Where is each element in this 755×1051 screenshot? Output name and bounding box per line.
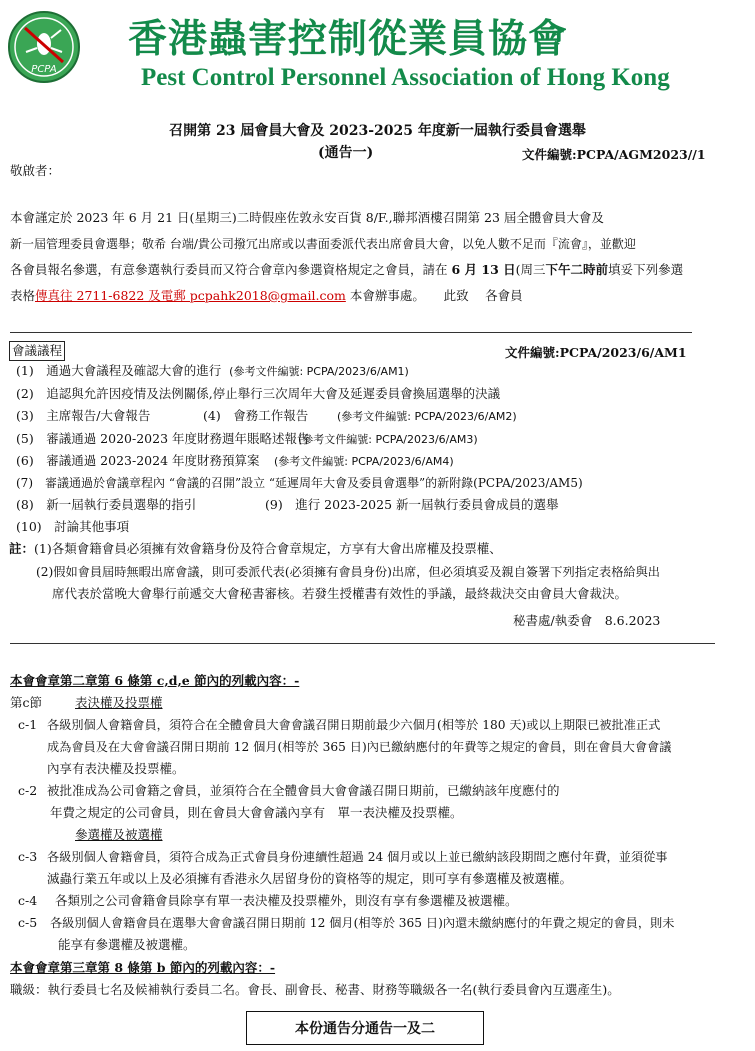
clause-text: 內享有表決權及投票權。: [47, 761, 185, 776]
agenda-item: (5) 審議通過 2020-2023 年度財務週年賬略述報告: [16, 431, 310, 446]
association-logo: [7, 10, 81, 84]
salutation: 敬啟者：: [10, 163, 61, 178]
agenda-item: (1) 通過大會議程及確認大會的進行 (參考文件編號: PCPA/2023/6/AM1): [16, 363, 409, 378]
agenda-item: (8) 新一屆執行委員選舉的指引: [16, 497, 197, 512]
agenda-item-ref: (參考文件編號: PCPA/2023/6/AM3): [298, 433, 478, 446]
clause-label: c-3: [18, 849, 38, 864]
deadline-time: 下午二時前: [545, 262, 609, 277]
agenda-item: (3) 主席報告/大會報告: [16, 408, 151, 423]
deadline-date: 6 月 13 日: [451, 262, 516, 277]
clause-label: c-1: [18, 717, 38, 732]
agenda-item: (7) 審議通過於會議章程內 “會議的召開”設立 “延遲周年大會及委員會選舉”的新附錄(PCPA/2023/AM5): [16, 476, 583, 490]
title-chinese: 香港蟲害控制從業員協會: [128, 17, 569, 62]
notice-doc-ref: 文件編號:PCPA/AGM2023//1: [522, 147, 706, 162]
agenda-item: (9) 進行 2023-2025 新一屆執行委員會成員的選舉: [265, 497, 559, 512]
agenda-doc-ref: 文件編號:PCPA/2023/6/AM1: [505, 345, 687, 360]
title-english: Pest Control Personnel Association of Hong Kong: [141, 64, 670, 91]
notes: 註：(1)各類會籍會員必須擁有效會籍身份及符合會章規定，方享有大會出席權及投票權、: [9, 541, 502, 556]
agenda-item-ref: (參考文件編號: PCPA/2023/6/AM2): [337, 410, 517, 423]
clause-text: 年費之規定的公司會員，則在會員大會會議內享有 單一表決權及投票權。: [50, 805, 463, 820]
chapter-2-title: 本會會章第二章第 6 條第 c,d,e 節內的列載內容：-: [10, 673, 300, 688]
chapter-3-title: 本會會章第三章第 8 條第 b 節內的列載內容：-: [10, 960, 276, 975]
section-c-title: 表決權及投票權: [75, 695, 163, 710]
clause-label: c-2: [18, 783, 38, 798]
clause-text: 各級別個人會籍會員，須符合成為正式會員身份連續性超過 24 個月或以上並已繳納該段期間之應付年費，並須從事: [47, 850, 668, 864]
section-c-label: 第c節: [10, 695, 43, 710]
clause-text: 各級別個人會籍會員，須符合在全體會員大會會議召開日期前最少六個月(相等於 180 天)或以上期限已被批准正式: [47, 718, 661, 732]
body-line-1: 本會謹定於 2023 年 6 月 21 日(星期三)二時假座佐敦永安百貨 8/F.,聯邦酒樓召開第 23 屆全體會員大會及: [10, 210, 604, 225]
notice-body: [10, 205, 745, 309]
note-2-line-2: 席代表於當晚大會舉行前遞交大會秘書審核。若發生授權書有效性的爭議，最終裁決交由會員大會裁決。: [52, 586, 628, 601]
signoff: 秘書處/執委會 8.6.2023: [513, 613, 661, 628]
agenda-title: 會議議程: [9, 341, 65, 361]
clause-text: 被批准成為公司會籍之會員，並須符合在全體會員大會會議召開日期前，已繳納該年度應付的: [47, 783, 560, 798]
notice-heading: 召開第 23 屆會員大會及 2023-2025 年度新一屆執行委員會選舉: [169, 123, 586, 139]
clause-text: 各類別之公司會籍會員除享有單一表決權及投票權外，則沒有享有參選權及被選權。: [55, 893, 518, 908]
agenda-item: (10) 討論其他事項: [16, 519, 130, 534]
contact-link[interactable]: 傳真往 2711-6822 及電郵 pcpahk2018@gmail.com: [35, 288, 346, 303]
clause-text: 滅蟲行業五年或以上及必須擁有香港永久居留身份的資格等的規定，則可享有參選權及被選權。: [47, 871, 573, 886]
clause-label: c-5: [18, 915, 38, 930]
note-2-line-1: (2)假如會員屆時無暇出席會議，則可委派代表(必須擁有會員身份)出席，但必須填妥及親自簽署下列指定表格給與出: [36, 565, 660, 579]
agenda-item: (4) 會務工作報告: [203, 408, 309, 423]
logo-text: PCPA: [31, 64, 57, 75]
body-line-2: 新一屆管理委員會選舉；敬希 台端/貴公司撥冗出席或以書面委派代表出席會員大會，以免人數不足而『流會』，並歡迎: [10, 237, 636, 251]
clause-text: 各級別個人會籍會員在選舉大會會議召開日期前 12 個月(相等於 365 日)內還未繳納應付的年費之規定的會員，則未: [50, 916, 675, 930]
agenda-item: (6) 審議通過 2023-2024 年度財務預算案: [16, 453, 260, 468]
subsection-title: 參選權及被選權: [75, 827, 163, 842]
closing: 此致 各會員: [443, 288, 523, 303]
divider-2: [10, 643, 715, 644]
agenda-item-ref: (參考文件編號: PCPA/2023/6/AM4): [274, 455, 454, 468]
body-line-3: 各會員報名參選，有意參選執行委員而又符合會章內參選資格規定之會員，請在 6 月 13 日(周三下午二時前填妥下列參選: [10, 262, 684, 277]
logo-emblem: [7, 10, 81, 84]
footer-notice-box: 本份通告分通告一及二: [246, 1011, 484, 1045]
chapter-3-text: 職級：執行委員七名及候補執行委員二名。會長、副會長、秘書、財務等職級各一名(執行委員會內互選產生)。: [10, 982, 620, 997]
clause-text: 能享有參選權及被選權。: [58, 937, 196, 952]
body-line-4: 表格傳真往 2711-6822 及電郵 pcpahk2018@gmail.com 本會辦事處。 此致 各會員: [10, 288, 523, 303]
clause-text: 成為會員及在大會會議召開日期前 12 個月(相等於 365 日)內已繳納應付的年費等之規定的會員，則在會員大會會議: [47, 740, 672, 754]
clause-label: c-4: [18, 893, 38, 908]
agenda-item: (2) 追認與允許因疫情及法例關係,停止舉行三次周年大會及延遲委員會換屆選舉的決議: [16, 386, 501, 401]
notice-subheading: (通告一): [318, 145, 374, 161]
divider-1: [10, 332, 692, 333]
